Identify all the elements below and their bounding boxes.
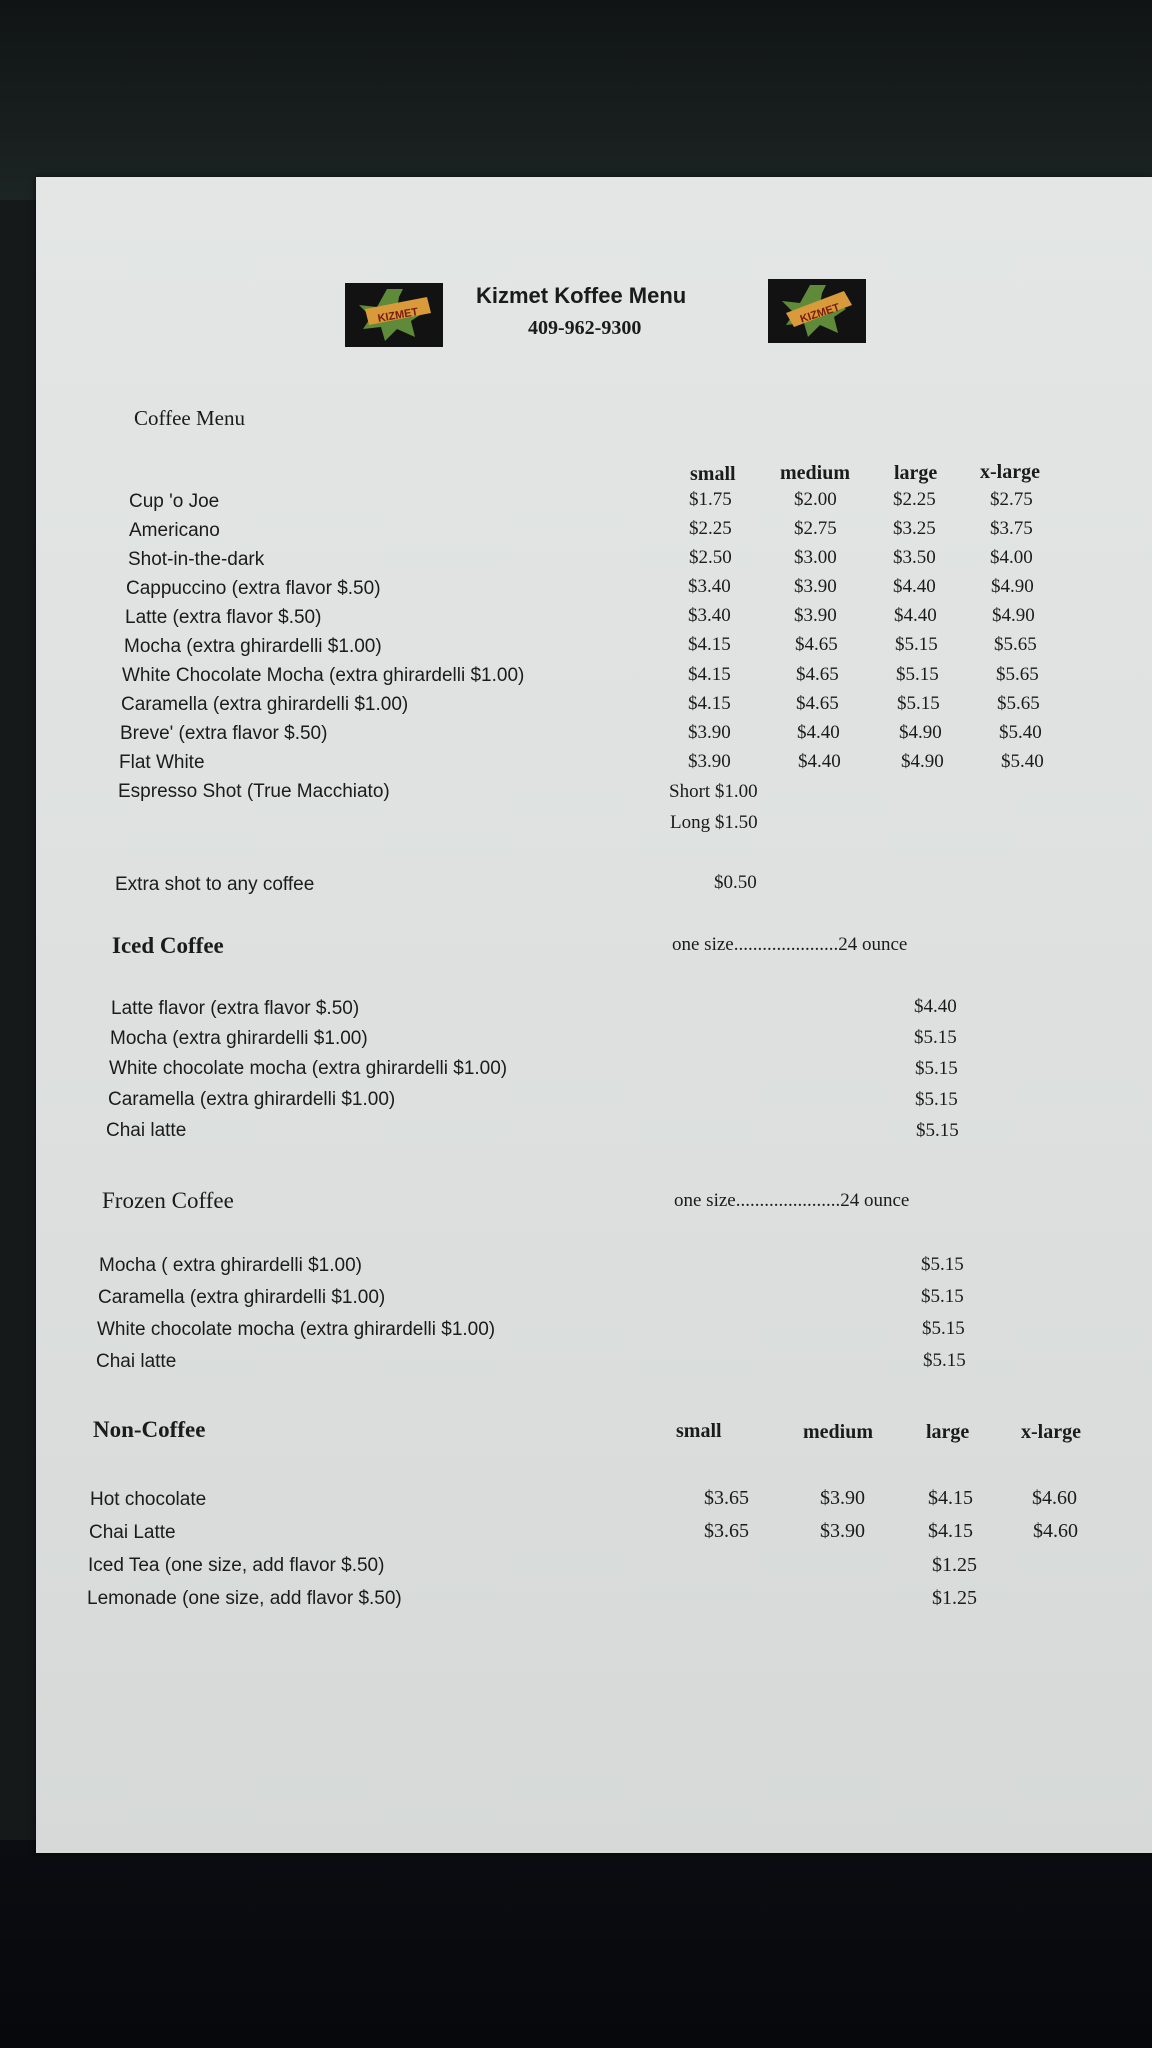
iced-coffee-heading: Iced Coffee [112,933,224,958]
price-large: $4.15 [928,1520,973,1542]
iced-item-name: Mocha (extra ghirardelli $1.00) [110,1028,368,1049]
background-bottom [0,1840,1152,2048]
price-large: $4.40 [893,576,936,597]
price-medium: $4.65 [796,693,839,714]
price-x-large: $5.65 [996,664,1039,685]
price-small: $3.40 [688,605,731,626]
price-large: $5.15 [895,634,938,655]
price-large: $2.25 [893,489,936,510]
iced-item-price: $4.40 [914,996,957,1017]
price-large: $4.90 [901,751,944,772]
coffee-item-name: Caramella (extra ghirardelli $1.00) [121,694,409,715]
price-medium: $4.40 [797,722,840,743]
price-medium: $3.90 [820,1487,865,1509]
price-x-large: $2.75 [990,489,1033,510]
price-small: $3.90 [688,751,731,772]
price-short: Short $1.00 [669,781,758,802]
menu-paper [36,177,1152,1853]
coffee-item-name: Latte (extra flavor $.50) [125,607,322,628]
extra-shot-label: Extra shot to any coffee [115,874,315,895]
noncoffee-item-name: Iced Tea (one size, add flavor $.50) [88,1555,385,1576]
price-x-large: $5.40 [1001,751,1044,772]
price-small: $3.65 [704,1487,749,1509]
extra-shot-price: $0.50 [714,872,757,893]
frozen-item-price: $5.15 [921,1286,964,1307]
price-medium: $2.75 [794,518,837,539]
price-small: $4.15 [688,693,731,714]
price-small: $3.65 [704,1520,749,1542]
price-small: $2.50 [689,547,732,568]
iced-item-name: White chocolate mocha (extra ghirardelli $1.00) [109,1058,508,1079]
coffee-size-x-large: x-large [980,461,1040,483]
frozen-item-price: $5.15 [921,1254,964,1275]
price-one-size: $1.25 [932,1587,977,1609]
price-large: $4.90 [899,722,942,743]
phone-number: 409-962-9300 [528,317,642,339]
price-small: $4.15 [688,664,731,685]
kizmet-logo-right [768,279,866,343]
frozen-item-name: Mocha ( extra ghirardelli $1.00) [99,1255,362,1276]
noncoffee-size-small: small [676,1420,722,1442]
price-large: $5.15 [896,664,939,685]
price-x-large: $5.40 [999,722,1042,743]
price-medium: $4.40 [798,751,841,772]
iced-item-price: $5.15 [915,1089,958,1110]
coffee-item-name: Breve' (extra flavor $.50) [120,723,328,744]
price-x-large: $4.60 [1033,1520,1078,1542]
price-medium: $3.90 [794,605,837,626]
price-small: $1.75 [689,489,732,510]
price-small: $4.15 [688,634,731,655]
coffee-item-name: Cup 'o Joe [129,491,220,512]
coffee-item-name: Espresso Shot (True Macchiato) [118,781,390,802]
coffee-size-large: large [894,462,938,484]
price-large: $3.50 [893,547,936,568]
price-x-large: $5.65 [994,634,1037,655]
price-one-size: $1.25 [932,1554,977,1576]
coffee-item-name: White Chocolate Mocha (extra ghirardelli $1.00) [122,665,525,686]
logo-text: KIZMET [376,306,420,325]
coffee-item-name: Shot-in-the-dark [128,549,265,570]
noncoffee-size-large: large [926,1421,970,1443]
coffee-item-name: Mocha (extra ghirardelli $1.00) [124,636,382,657]
price-medium: $3.00 [794,547,837,568]
frozen-item-price: $5.15 [922,1318,965,1339]
price-x-large: $4.90 [991,576,1034,597]
non-coffee-heading: Non-Coffee [93,1417,206,1442]
price-medium: $3.90 [794,576,837,597]
price-small: $3.90 [688,722,731,743]
iced-item-name: Latte flavor (extra flavor $.50) [111,998,360,1019]
coffee-size-small: small [690,463,736,485]
price-large: $4.15 [928,1487,973,1509]
iced-item-name: Chai latte [106,1120,187,1141]
price-x-large: $4.00 [990,547,1033,568]
price-medium: $4.65 [795,634,838,655]
price-small: $3.40 [688,576,731,597]
noncoffee-size-x-large: x-large [1021,1421,1081,1443]
noncoffee-item-name: Hot chocolate [90,1489,207,1510]
coffee-menu-heading: Coffee Menu [134,406,245,430]
iced-item-name: Caramella (extra ghirardelli $1.00) [108,1089,396,1110]
coffee-item-name: Cappuccino (extra flavor $.50) [126,578,381,599]
iced-item-price: $5.15 [916,1120,959,1141]
frozen-item-name: Chai latte [96,1351,177,1372]
menu-title: Kizmet Koffee Menu [476,283,687,308]
background-top [0,0,1152,200]
price-x-large: $4.90 [992,605,1035,626]
frozen-size-note: one size......................24 ounce [674,1190,910,1211]
frozen-coffee-heading: Frozen Coffee [102,1188,234,1213]
price-x-large: $4.60 [1032,1487,1077,1509]
price-long: Long $1.50 [670,812,758,833]
iced-item-price: $5.15 [914,1027,957,1048]
noncoffee-item-name: Chai Latte [89,1522,176,1543]
coffee-item-name: Americano [129,520,220,541]
frozen-item-price: $5.15 [923,1350,966,1371]
coffee-size-medium: medium [780,462,850,484]
price-large: $5.15 [897,693,940,714]
price-large: $4.40 [894,605,937,626]
price-medium: $4.65 [796,664,839,685]
price-x-large: $5.65 [997,693,1040,714]
kizmet-logo-left [345,283,443,347]
price-medium: $3.90 [820,1520,865,1542]
iced-size-note: one size......................24 ounce [672,934,908,955]
logo-text: KIZMET [798,301,842,326]
noncoffee-item-name: Lemonade (one size, add flavor $.50) [87,1588,402,1609]
coffee-item-name: Flat White [119,752,205,773]
price-medium: $2.00 [794,489,837,510]
frozen-item-name: Caramella (extra ghirardelli $1.00) [98,1287,386,1308]
noncoffee-size-medium: medium [803,1421,873,1443]
price-small: $2.25 [689,518,732,539]
price-large: $3.25 [893,518,936,539]
iced-item-price: $5.15 [915,1058,958,1079]
frozen-item-name: White chocolate mocha (extra ghirardelli $1.00) [97,1319,496,1340]
price-x-large: $3.75 [990,518,1033,539]
